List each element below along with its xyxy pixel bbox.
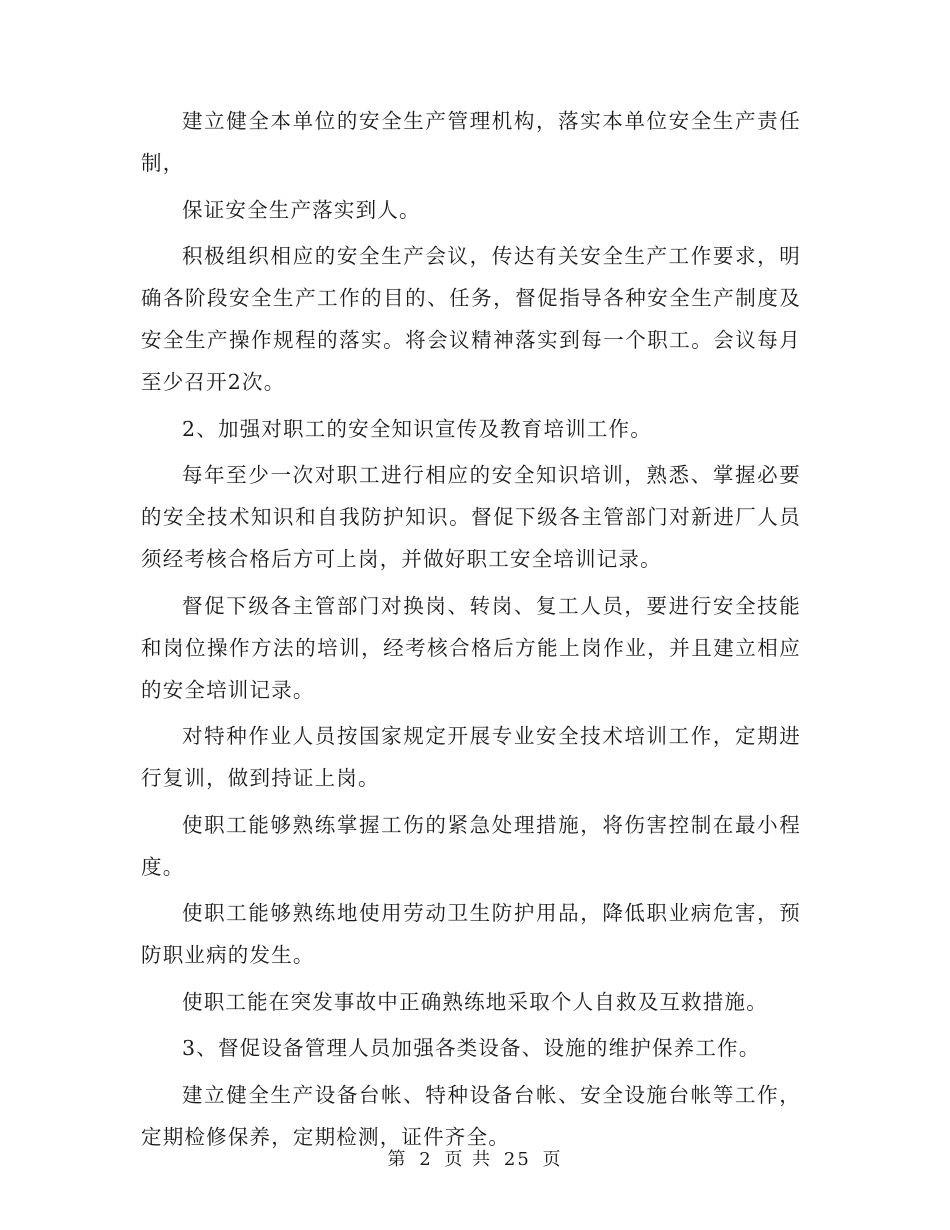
paragraph-12: 建立健全生产设备台帐、特种设备台帐、安全设施台帐等工作，定期检修保养，定期检测，证件齐全。 xyxy=(141,1082,801,1149)
paragraph-9: 使职工能够熟练地使用劳动卫生防护用品，降低职业病危害，预防职业病的发生。 xyxy=(141,901,801,967)
paragraph-7: 对特种作业人员按国家规定开展专业安全技术培训工作，定期进行复训，做到持证上岗。 xyxy=(141,724,801,790)
paragraph-2: 保证安全生产落实到人。 xyxy=(182,197,421,222)
page-footer xyxy=(0,1145,950,1171)
paragraph-3: 积极组织相应的安全生产会议，传达有关安全生产工作要求，明确各阶段安全生产工作的目的、任务，督促指导各种安全生产制度及安全生产操作规程的落实。将会议精神落实到每一个职工。会议每月至少召开2次。 xyxy=(141,244,801,394)
paragraph-4: 2、加强对职工的安全知识宣传及教育培训工作。 xyxy=(182,416,652,441)
footer-total-pages: 25 xyxy=(503,1149,531,1170)
paragraph-1: 建立健全本单位的安全生产管理机构，落实本单位安全生产责任制， xyxy=(141,109,801,175)
footer-suffix: 页 xyxy=(542,1149,563,1170)
paragraph-11: 3、督促设备管理人员加强各类设备、设施的维护保养工作。 xyxy=(182,1036,761,1060)
footer-prefix: 第 xyxy=(387,1149,408,1170)
document-body xyxy=(141,100,801,1162)
footer-page-number: 2 xyxy=(419,1149,433,1170)
paragraph-10: 使职工能在突发事故中正确熟练地采取个人自救及互救措施。 xyxy=(182,989,768,1014)
paragraph-5: 每年至少一次对职工进行相应的安全知识培训，熟悉、掌握必要的安全技术知识和自我防护知识。督促下级各主管部门对新进厂人员须经考核合格后方可上岗，并做好职工安全培训记录。 xyxy=(141,463,801,571)
footer-mid: 页 共 xyxy=(444,1149,493,1170)
paragraph-6: 督促下级各主管部门对换岗、转岗、复工人员，要进行安全技能和岗位操作方法的培训，经考核合格后方能上岗作业，并且建立相应的安全培训记录。 xyxy=(141,593,801,702)
paragraph-8: 使职工能够熟练掌握工伤的紧急处理措施，将伤害控制在最小程度。 xyxy=(141,812,801,879)
